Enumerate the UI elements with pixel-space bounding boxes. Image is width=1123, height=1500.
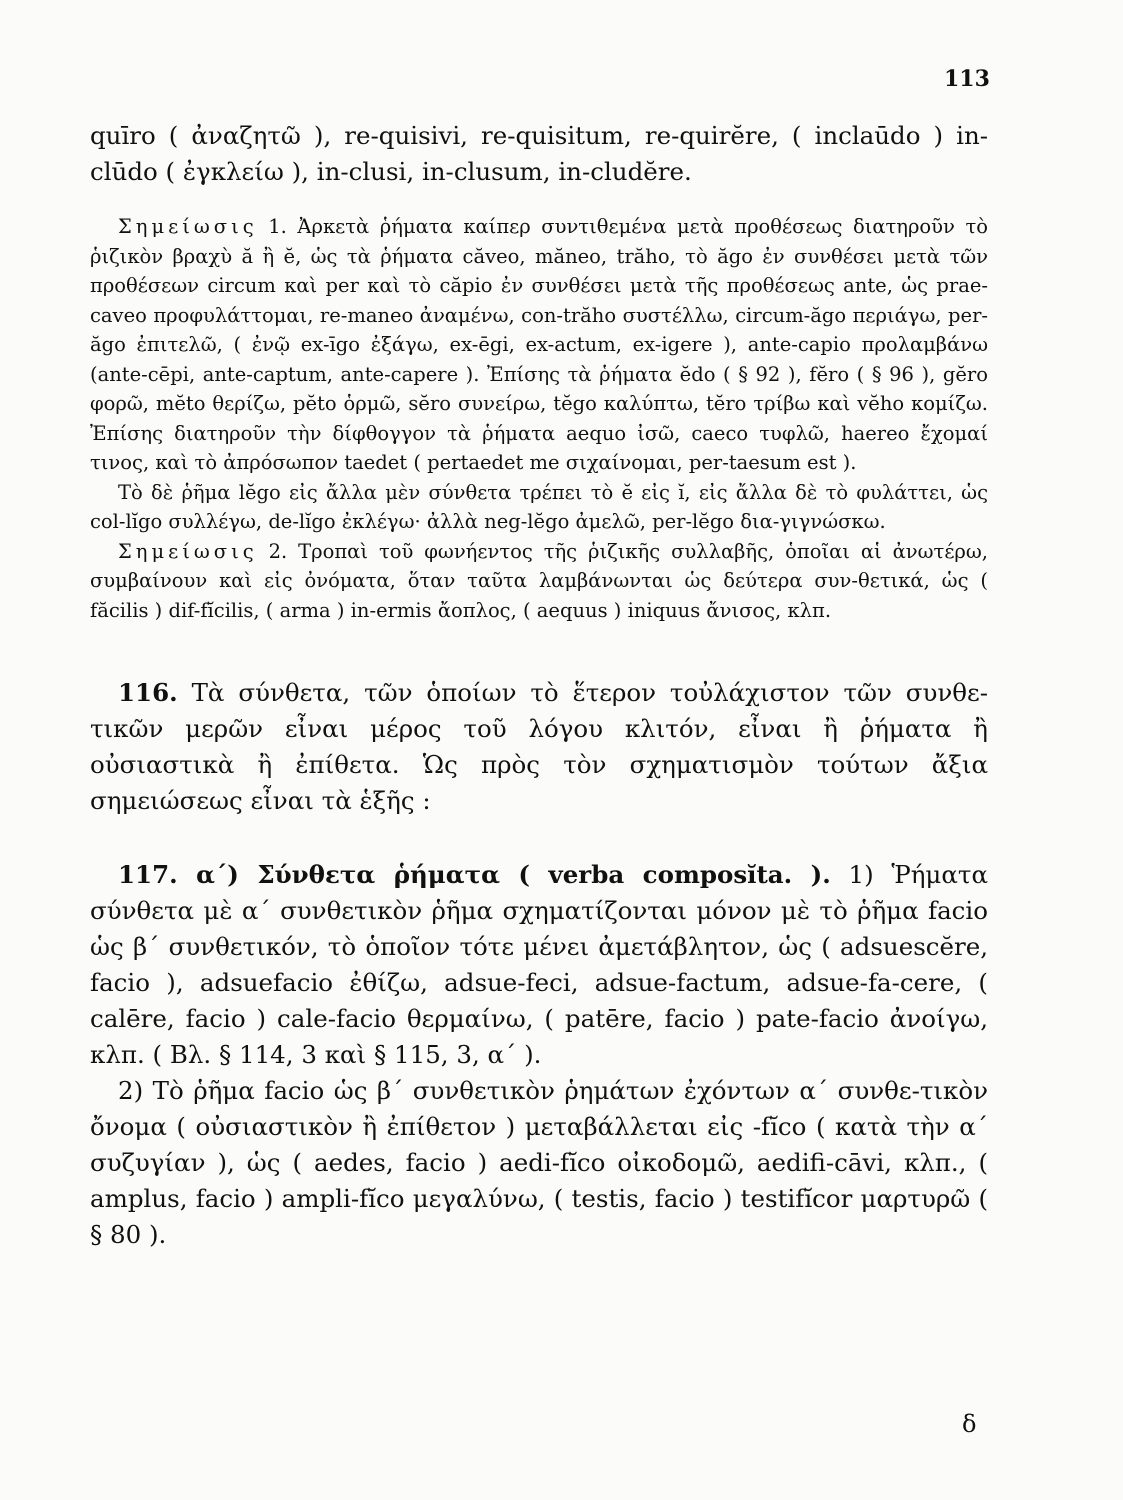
note-2-label: Σημείωσις [118,539,258,563]
section-116-text: Τὰ σύνθετα, τῶν ὁποίων τὸ ἕτερον τοὐλάχιστον τῶν συνθε-τικῶν μερῶν εἶναι μέρος τοῦ λόγου κλιτόν, εἶναι ἢ ῥήματα ἢ οὐσιαστικὰ ἢ ἐπίθετα. Ὡς πρὸς τὸν σχηματισμὸν τούτων ἄξια σημειώσεως εἶναι τὰ ἑξῆς : [90,678,988,815]
note-1 [90,212,988,478]
section-117-text: 1) Ῥήματα σύνθετα μὲ α΄ συνθετικὸν ῥῆμα σχηματίζονται μόνον μὲ τὸ ῥῆμα facio ὡς β΄ συνθετικόν, τὸ ὁποῖον τότε μένει ἀμετάβλητον, ὡς ( adsuescĕre, facio ), adsuefacio ἐθίζω, adsue-feci, adsue-factum, adsue-fa-cere, ( calēre, facio ) cale-facio θερμαίνω, ( patēre, facio ) pate-facio ἀνοίγω, κλπ. ( Βλ. § 114, 3 καὶ § 115, 3, α΄ ). [90,860,988,1069]
note-1-continuation: Τὸ δὲ ῥῆμα lĕgo εἰς ἄλλα μὲν σύνθετα τρέπει τὸ ĕ εἰς ĭ, εἰς ἄλλα δὲ τὸ φυλάττει, ὡς col-lĭgo συλλέγω, de-lĭgo ἐκλέγω· ἀλλὰ neg-lĕgo ἀμελῶ, per-lĕgo δια-γιγνώσκω. [90,480,988,533]
page-number: 113 [944,66,990,92]
section-116-number: 116. [118,678,178,707]
note-2 [90,537,988,626]
signature-mark: δ [962,1410,977,1438]
note-1-text: 1. Ἀρκετὰ ῥήματα καίπερ συντιθεμένα μετὰ προθέσεως διατηροῦν τὸ ῥιζικὸν βραχὺ ă ἢ ĕ, ὡς τὰ ῥήματα căveo, măneo, trăho, τὸ ăgo ἐν συνθέσει μετὰ τῶν προθέσεων circum καὶ per καὶ τὸ căpio ἐν συνθέσει μετὰ τῆς προθέσεως ante, ὡς prae-caveo προφυλάττομαι, re-maneo ἀναμένω, con-trăho συστέλλω, circum-ăgo περιάγω, per-ăgo ἐπιτελῶ, ( ἐνῷ ex-īgo ἐξάγω, ex-ēgi, ex-actum, ex-igere ), ante-capio προλαμβάνω (ante-cēpi, ante-captum, ante-capere ). Ἐπίσης τὰ ῥήματα ĕdo ( § 92 ), fĕro ( § 96 ), gĕro φορῶ, mĕto θερίζω, pĕto ὁρμῶ, sĕro συνείρω, tĕgo καλύπτω, tĕro τρίβω καὶ vĕho κομίζω. Ἐπίσης διατηροῦν τὴν δίφθογγον τὰ ῥήματα aequo ἰσῶ, caeco τυφλῶ, haereo ἔχομαί τινος, καὶ τὸ ἀπρόσωπον taedet ( pertaedet me σιχαίνομαι, per-taesum est ). [90,215,988,474]
page-content [90,118,988,1253]
section-117 [90,857,988,1073]
intro-paragraph: quīro ( ἀναζητῶ ), re-quisivi, re-quisitum, re-quirĕre, ( inclaūdo ) in-clūdo ( ἐγκλείω ), in-clusi, in-clusum, in-cludĕre. [90,121,988,186]
section-116 [90,675,988,819]
note-2-text: 2. Τροπαὶ τοῦ φωνήεντος τῆς ῥιζικῆς συλλαβῆς, ὁποῖαι αἱ ἀνωτέρω, συμβαίνουν καὶ εἰς ὀνόματα, ὅταν ταῦτα λαμβάνωνται ὡς δεύτερα συν-θετικά, ὡς ( făcilis ) dif-fĭcilis, ( arma ) in-ermis ἄοπλος, ( aequus ) iniquus ἄνισος, κλπ. [90,539,988,622]
section-117-paragraph-2: 2) Τὸ ῥῆμα facio ὡς β΄ συνθετικὸν ῥημάτων ἐχόντων α΄ συνθε-τικὸν ὄνομα ( οὐσιαστικὸν ἢ ἐπίθετον ) μεταβάλλεται εἰς -fĭco ( κατὰ τὴν α΄ συζυγίαν ), ὡς ( aedes, facio ) aedi-fĭco οἰκοδομῶ, aedifi-cāvi, κλπ., ( amplus, facio ) ampli-fĭco μεγαλύνω, ( testis, facio ) testifĭcor μαρτυρῶ ( § 80 ). [90,1076,988,1249]
section-117-number: 117. [118,860,178,889]
section-117-heading: α΄) Σύνθετα ῥήματα ( verba composĭta. ). [177,860,831,889]
note-1-label: Σημείωσις [118,215,258,238]
